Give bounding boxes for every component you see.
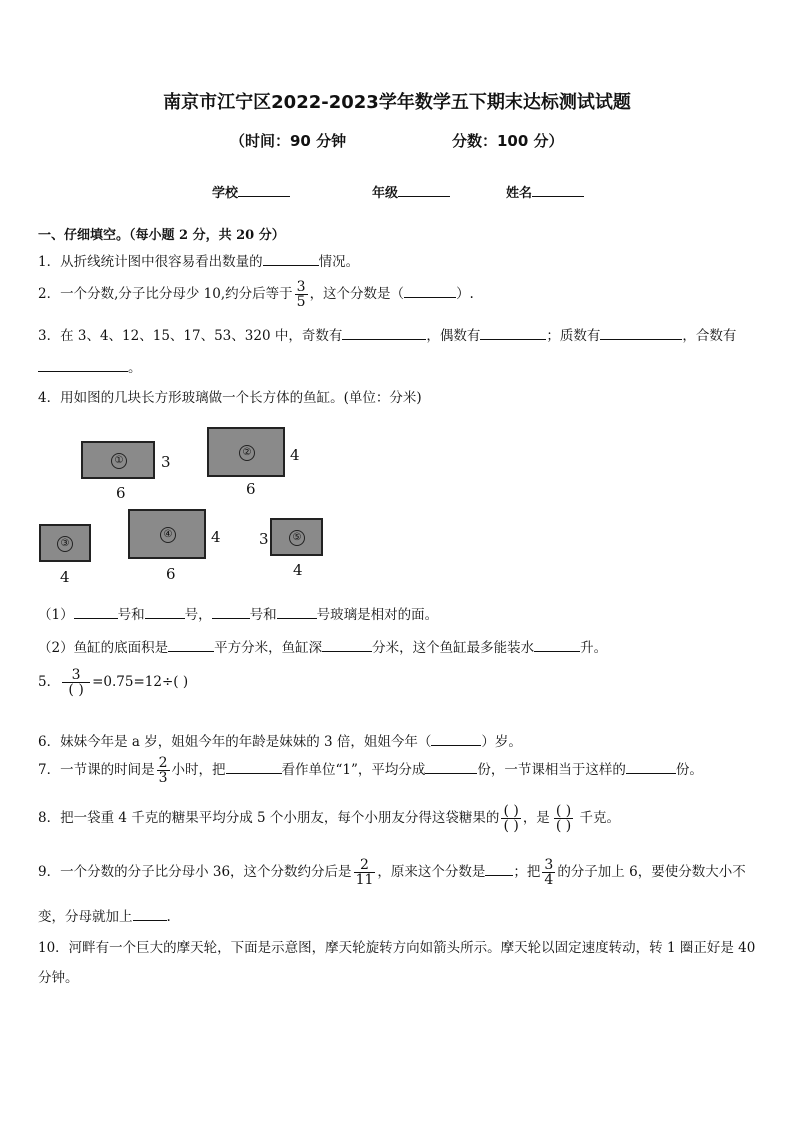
glass-label-2: ② xyxy=(239,445,255,461)
q3-odd-blank[interactable] xyxy=(342,327,426,340)
question-6: 6．妹妹今年是 a 岁，姐姐今年的年龄是妹妹的 3 倍，姐姐今年（ ）岁。 xyxy=(38,734,522,750)
exam-score: 分数：100 分） xyxy=(452,132,564,150)
glass-label-3: ③ xyxy=(57,536,73,552)
q7-share-blank[interactable] xyxy=(626,761,676,774)
q4-1-blank-d[interactable] xyxy=(277,606,317,619)
q7-parts-blank[interactable] xyxy=(425,761,477,774)
q2-fraction: $\frac{3}{5}$ xyxy=(296,279,306,310)
school-label: 学校 xyxy=(212,186,239,201)
q6-blank[interactable] xyxy=(431,733,481,746)
q3-prime-blank[interactable] xyxy=(600,327,682,340)
page-title: 南京市江宁区2022-2023学年数学五下期末达标测试试题 xyxy=(163,92,631,113)
section-1-heading: 一、仔细填空。（每小题 2 分，共 20 分） xyxy=(38,228,285,243)
question-9-line2: 变，分母就加上 . xyxy=(38,909,171,925)
question-8: 8．把一袋重 4 千克的糖果平均分成 5 个小朋友，每个小朋友分得这袋糖果的 $\frac{( )}{( )}$ ，是 $\frac{( )}{( )}$ 千克。 xyxy=(38,803,620,834)
question-4: 4．用如图的几块长方形玻璃做一个长方体的鱼缸。(单位：分米) xyxy=(38,390,422,406)
exam-time: （时间：90 分钟 xyxy=(230,132,347,150)
q9-denominator-blank[interactable] xyxy=(133,908,167,921)
name-field[interactable] xyxy=(506,182,584,201)
q4-2-area-blank[interactable] xyxy=(168,639,214,652)
q4-1-blank-b[interactable] xyxy=(145,606,185,619)
name-label: 姓名 xyxy=(506,186,533,201)
question-1: 1．从折线统计图中很容易看出数量的 情况。 xyxy=(38,254,360,270)
question-10: 10．河畔有一个巨大的摩天轮，下面是示意图，摩天轮旋转方向如箭头所示。摩天轮以固定速度转动，转 1 圈正好是 40 xyxy=(38,940,756,956)
q4-1-blank-c[interactable] xyxy=(212,606,250,619)
q4-1-blank-a[interactable] xyxy=(74,606,118,619)
q7-unit-blank[interactable] xyxy=(226,761,282,774)
glass-label-5: ⑤ xyxy=(289,530,305,546)
q5-den-blank[interactable]: ( ) xyxy=(68,682,84,698)
q7-fraction: $\frac{2}{3}$ xyxy=(158,755,168,786)
q4-2-depth-blank[interactable] xyxy=(322,639,372,652)
glass-1-height: 3 xyxy=(161,453,171,471)
q5-fraction: $\frac{3}{( )}$ xyxy=(62,668,90,697)
q1-blank[interactable] xyxy=(263,253,319,266)
glass-2-height: 4 xyxy=(290,446,300,464)
glass-piece-5 xyxy=(270,518,323,556)
q9-fraction-2: $\frac{3}{4}$ xyxy=(544,857,554,888)
q8-fraction-blank[interactable]: $\frac{( )}{( )}$ xyxy=(503,803,519,834)
question-7: 7．一节课的时间是 $\frac{2}{3}$ 小时，把 看作单位“1”，平均分成 份，一节课相当于这样的 份。 xyxy=(38,755,703,786)
grade-field[interactable] xyxy=(372,182,450,201)
q8-kg-fraction-blank[interactable]: $\frac{( )}{( )}$ xyxy=(555,803,572,834)
question-4-2: （2）鱼缸的底面积是 平方分米，鱼缸深 分米，这个鱼缸最多能装水 升。 xyxy=(38,640,608,656)
q4-2-volume-blank[interactable] xyxy=(534,639,580,652)
glass-1-width: 6 xyxy=(116,484,126,502)
grade-label: 年级 xyxy=(372,186,399,201)
q3-composite-blank[interactable] xyxy=(38,359,128,372)
glass-piece-3 xyxy=(39,524,91,562)
glass-piece-4 xyxy=(128,509,206,559)
glass-4-width: 6 xyxy=(166,565,176,583)
question-3-line2: 。 xyxy=(38,356,142,376)
question-4-1: （1） 号和 号， 号和 号玻璃是相对的面。 xyxy=(38,607,439,623)
glass-5-width: 4 xyxy=(293,561,303,579)
q9-fraction: $\frac{2}{11}$ xyxy=(355,857,374,888)
glass-5-height: 3 xyxy=(259,530,269,548)
q3-even-blank[interactable] xyxy=(480,327,546,340)
question-2: 2．一个分数,分子比分母少 10,约分后等于 $\frac{3}{5}$ ，这个分数是（ ）. xyxy=(38,279,474,310)
question-9: 9．一个分数的分子比分母小 36，这个分数约分后是 $\frac{2}{11}$ ，原来这个分数是 ；把 $\frac{3}{4}$ 的分子加上 6，要使分数大小不 xyxy=(38,857,746,888)
question-3: 3．在 3、4、12、15、17、53、320 中，奇数有 ，偶数有 ；质数有 ，合数有 xyxy=(38,328,737,344)
glass-piece-1 xyxy=(81,441,155,479)
q9-original-blank[interactable] xyxy=(485,863,513,876)
glass-3-width: 4 xyxy=(60,568,70,586)
school-field[interactable] xyxy=(212,182,290,201)
glass-piece-2 xyxy=(207,427,285,477)
glass-4-height: 4 xyxy=(211,528,221,546)
question-5: 5． $\frac{3}{( )}$ =0.75=12÷( ) xyxy=(38,667,189,698)
glass-label-4: ④ xyxy=(160,527,176,543)
q2-blank[interactable] xyxy=(404,285,456,298)
glass-2-width: 6 xyxy=(246,480,256,498)
glass-label-1: ① xyxy=(111,453,127,469)
question-10-line2: 分钟。 xyxy=(38,970,79,986)
